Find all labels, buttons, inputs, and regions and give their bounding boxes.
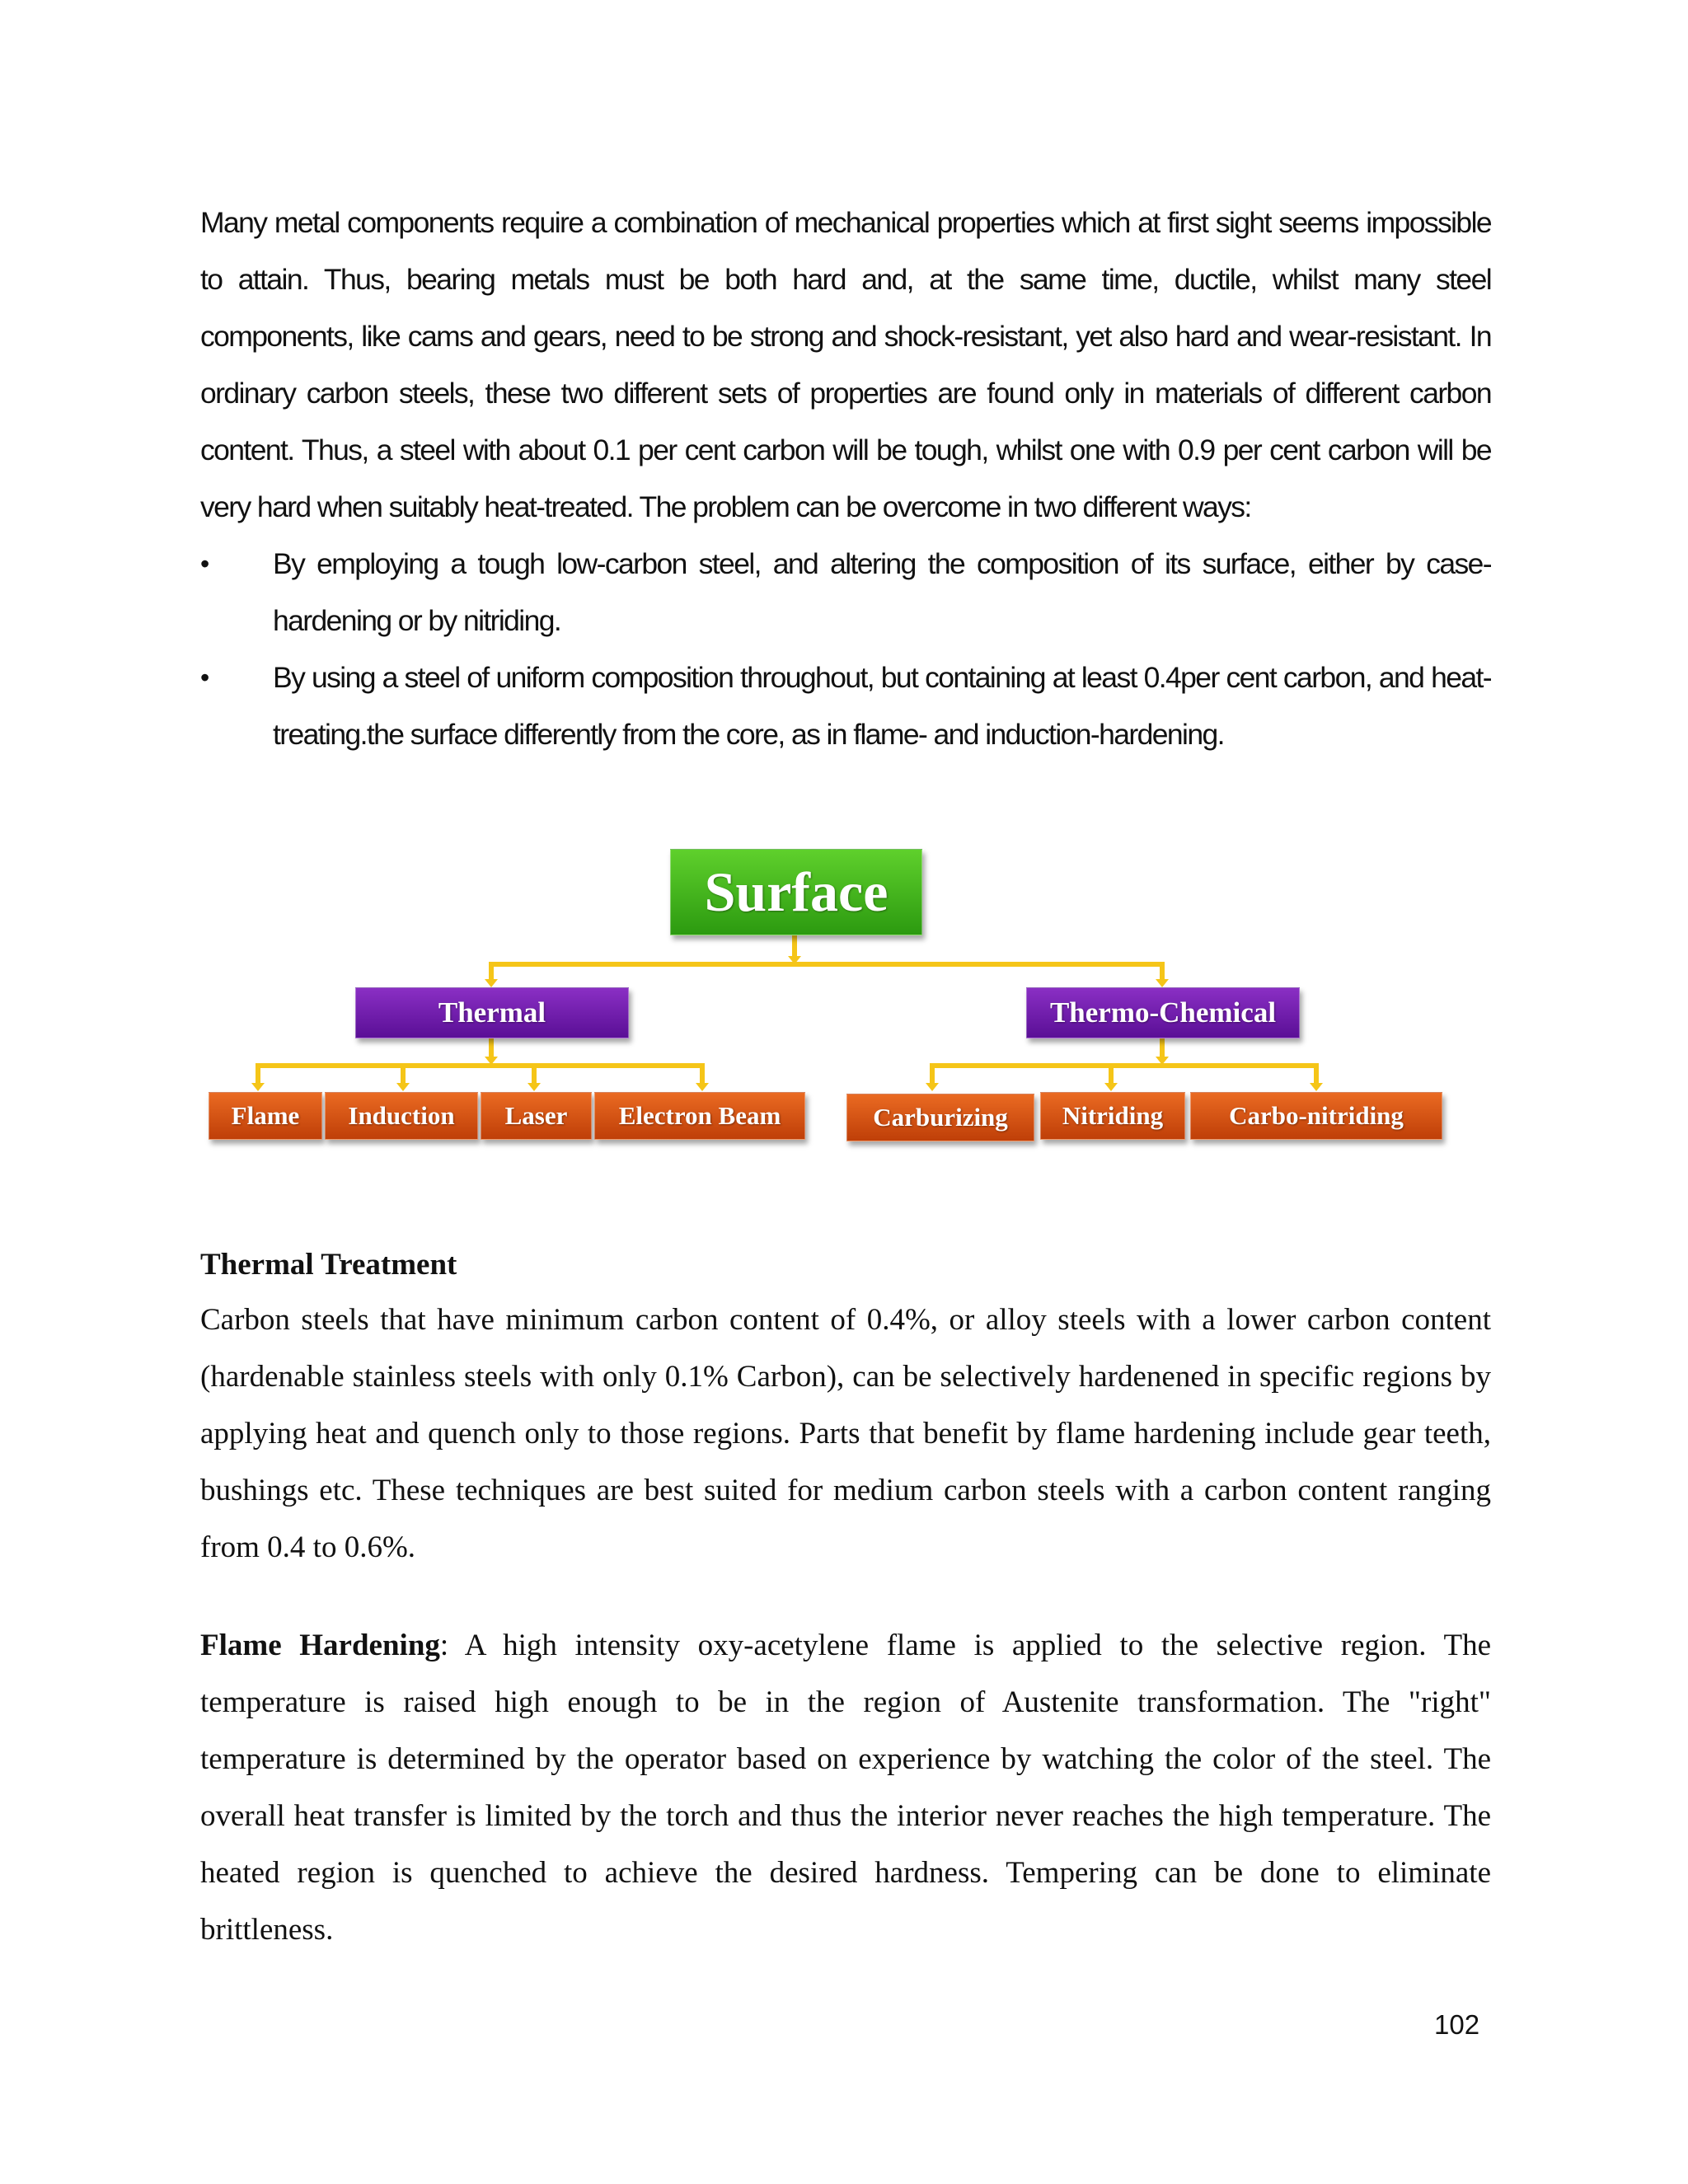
bullet-icon: • [200,663,209,692]
flame-hardening-term: Flame Hardening [200,1629,440,1662]
thermo-chemical-node: Thermo-Chemical [1026,987,1300,1038]
bullet-icon: • [200,549,209,579]
method-list [200,536,1491,763]
carbo-nitriding-node: Carbo-nitriding [1190,1092,1442,1140]
laser-node: Laser [481,1092,592,1140]
surface-node: Surface [670,849,922,935]
bullet-text: By using a steel of uniform composition throughout, but containing at least 0.4per cent carbon, and heat-treating.the surface differently from the core, as in flame- and induction-hardening. [273,661,1491,751]
electron-beam-node: Electron Beam [594,1092,805,1140]
flame-hardening-paragraph [200,1617,1491,1958]
page-number: 102 [1434,2009,1480,2040]
flame-node: Flame [209,1092,322,1140]
bullet-text: By employing a tough low-carbon steel, and altering the composition of its surface, either by case-hardening or by nitriding. [273,547,1491,637]
carburizing-node: Carburizing [846,1094,1034,1141]
intro-paragraph: Many metal components require a combination of mechanical properties which at first sight seems impossible to attain. Thus, bearing metals must be both hard and, at the same time, ductile, whilst many steel components, like cams and gears, need to be strong and shock-resistant, yet also hard and wear-resistant. In ordinary carbon steels, these two different sets of properties are found only in materials of different carbon content. Thus, a steel with about 0.1 per cent carbon will be tough, whilst one with 0.9 per cent carbon will be very hard when suitably heat-treated. The problem can be overcome in two different ways: [200,206,1491,523]
thermal-treatment-paragraph: Carbon steels that have minimum carbon content of 0.4%, or alloy steels with a lower carbon content (hardenable stainless steels with only 0.1% Carbon), can be selectively hardenened in specific regions by applying heat and quench only to those regions. Parts that benefit by flame hardening include gear teeth, bushings etc. These techniques are best suited for medium carbon steels with a carbon content ranging from 0.4 to 0.6%. [200,1303,1491,1564]
list-item [200,536,1491,649]
list-item [200,649,1491,763]
flame-hardening-text: : A high intensity oxy-acetylene flame is applied to the selective region. The temperature is raised high enough to be in the region of Austenite transformation. The "right" temperature is determined by the operator based on experience by watching the color of the steel. The overall heat transfer is limited by the torch and thus the interior never reaches the high temperature. The heated region is quenched to achieve the desired hardness. Tempering can be done to eliminate brittleness. [200,1629,1491,1947]
surface-treatment-diagram [198,841,1451,1154]
induction-node: Induction [325,1092,478,1140]
thermal-treatment-heading: Thermal Treatment [200,1248,457,1282]
nitriding-node: Nitriding [1040,1092,1185,1140]
thermal-node: Thermal [355,987,629,1038]
